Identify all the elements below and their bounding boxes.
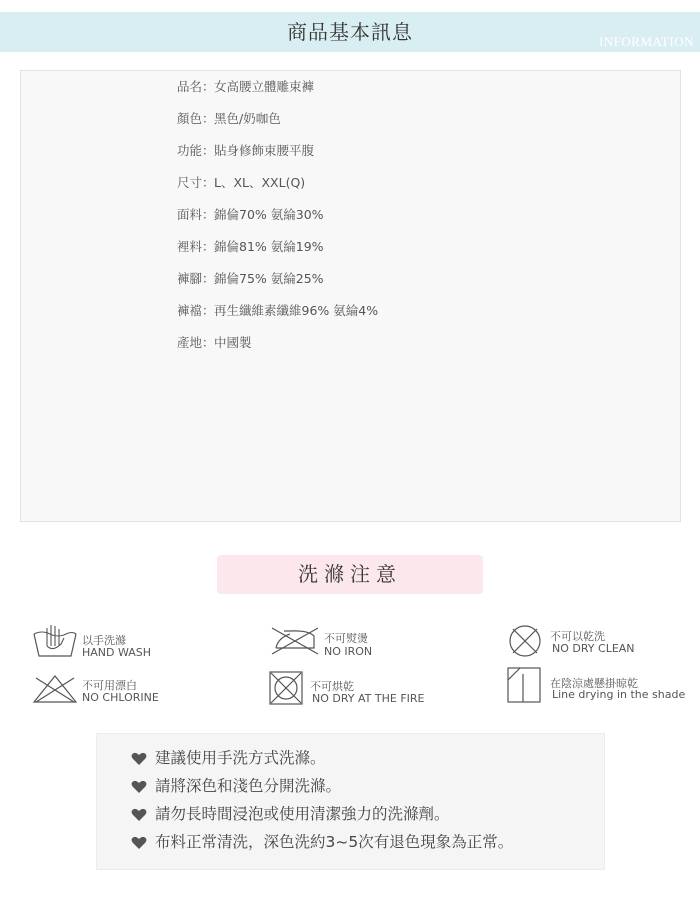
info-row <box>21 135 680 168</box>
info-row-empty <box>21 487 680 520</box>
info-colon: ： <box>202 271 215 286</box>
info-value: 貼身修飾束腰平腹 <box>214 143 315 158</box>
care-item-no-tumble-dry <box>268 670 468 708</box>
info-label: 品名 <box>176 79 202 94</box>
info-row <box>21 231 680 264</box>
care-label-en: NO IRON <box>324 645 373 658</box>
info-label: 顏色 <box>176 111 202 126</box>
care-item-hand-wash <box>30 622 250 662</box>
care-label-en: NO DRY CLEAN <box>552 642 635 655</box>
care-label-zh: 不可以乾洗 <box>550 630 605 643</box>
info-value: 再生纖維素纖維96% 氨綸4% <box>214 303 379 318</box>
info-colon: ： <box>202 175 215 190</box>
info-value: 黑色/奶咖色 <box>214 111 281 126</box>
info-label: 褲襠 <box>176 303 202 318</box>
info-row-empty <box>21 423 680 456</box>
info-row <box>21 167 680 200</box>
care-label-en: HAND WASH <box>82 646 152 659</box>
care-label-zh: 在陰涼處懸掛晾乾 <box>550 677 638 690</box>
care-label-en: NO CHLORINE <box>82 691 159 704</box>
info-value: 錦倫81% 氨綸19% <box>214 239 324 254</box>
info-row-empty <box>21 455 680 488</box>
info-row-empty <box>21 359 680 392</box>
heart-icon <box>131 836 147 850</box>
info-label: 裡料 <box>176 239 202 254</box>
info-value: 錦倫75% 氨綸25% <box>214 271 324 286</box>
wash-note-text: 建議使用手洗方式洗滌。 <box>155 749 326 767</box>
info-colon: ： <box>202 143 215 158</box>
info-label: 面料 <box>176 207 202 222</box>
info-label: 功能 <box>176 143 202 158</box>
info-colon: ： <box>202 111 215 126</box>
info-value: 女高腰立體雕束褲 <box>214 79 315 94</box>
no-dry-clean-icon <box>506 624 544 658</box>
no-iron-icon <box>268 626 322 656</box>
info-header-subtitle: INFORMATION <box>598 34 694 49</box>
info-value: 錦倫70% 氨綸30% <box>214 207 324 222</box>
wash-note-text: 請將深色和淺色分開洗滌。 <box>155 777 342 795</box>
wash-notes-box <box>96 733 605 870</box>
care-item-no-chlorine <box>30 672 250 708</box>
care-item-no-iron <box>268 626 468 662</box>
care-item-no-dry-clean <box>506 624 686 660</box>
care-label-zh: 不可烘乾 <box>310 680 354 693</box>
care-item-line-dry-shade <box>506 666 686 706</box>
info-row <box>21 327 680 360</box>
info-label: 尺寸 <box>176 175 202 190</box>
info-colon: ： <box>202 335 215 350</box>
wash-note-text: 布料正常清洗，深色洗約3~5次有退色現象為正常。 <box>155 833 514 851</box>
no-chlorine-icon <box>30 672 80 704</box>
heart-icon <box>131 780 147 794</box>
wash-section-title: 洗滌注意 <box>298 562 402 586</box>
line-dry-shade-icon <box>506 666 542 704</box>
info-colon: ： <box>202 79 215 94</box>
info-value: L、XL、XXL(Q) <box>214 175 306 190</box>
info-label: 褲腳 <box>176 271 202 286</box>
care-label-zh: 不可熨燙 <box>324 632 368 645</box>
info-row <box>21 263 680 296</box>
care-label-zh: 不可用漂白 <box>82 679 137 692</box>
info-row <box>21 199 680 232</box>
hand-wash-icon <box>30 622 80 660</box>
care-label-en: Line drying in the shade <box>552 688 686 701</box>
care-label-zh: 以手洗滌 <box>82 634 126 647</box>
info-row <box>21 103 680 136</box>
product-info-table <box>20 70 681 522</box>
info-colon: ： <box>202 303 215 318</box>
info-header <box>0 12 700 52</box>
info-header-title: 商品基本訊息 <box>287 20 413 44</box>
info-colon: ： <box>202 207 215 222</box>
info-row <box>21 71 680 104</box>
wash-note-text: 請勿長時間浸泡或使用清潔強力的洗滌劑。 <box>155 805 450 823</box>
info-value: 中國製 <box>214 335 252 350</box>
heart-icon <box>131 808 147 822</box>
wash-section-header <box>217 555 483 594</box>
info-row-empty <box>21 391 680 424</box>
no-tumble-dry-icon <box>268 670 304 706</box>
heart-icon <box>131 752 147 766</box>
info-colon: ： <box>202 239 215 254</box>
info-label: 產地 <box>176 335 202 350</box>
care-label-en: NO DRY AT THE FIRE <box>312 692 425 705</box>
info-row <box>21 295 680 328</box>
